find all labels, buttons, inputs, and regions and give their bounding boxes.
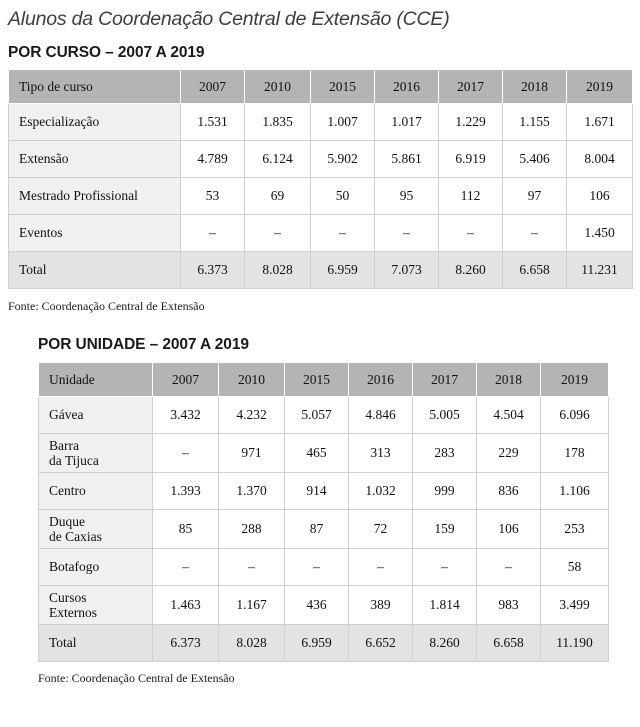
cell: 6.124 — [245, 141, 311, 178]
cell: 6.096 — [541, 397, 609, 434]
cell: 1.835 — [245, 104, 311, 141]
cell: 11.231 — [567, 252, 633, 289]
table-row-total — [9, 252, 633, 289]
cell: 6.959 — [311, 252, 375, 289]
cell: – — [181, 215, 245, 252]
cell: 95 — [375, 178, 439, 215]
row-label-line1: Barra — [49, 437, 79, 453]
column-header-2017: 2017 — [439, 70, 503, 104]
cell: 5.406 — [503, 141, 567, 178]
column-header-2015: 2015 — [311, 70, 375, 104]
cell: 283 — [413, 434, 477, 473]
cell: – — [219, 549, 285, 586]
row-label-line2: de Caxias — [49, 529, 102, 544]
table-row — [39, 586, 609, 625]
cell: 983 — [477, 586, 541, 625]
cell: – — [375, 215, 439, 252]
row-label: Botafogo — [39, 549, 153, 586]
source-note-por-unidade: Fonte: Coordenação Central de Extensão — [38, 671, 235, 685]
cell: 436 — [285, 586, 349, 625]
row-label-line2: da Tijuca — [49, 453, 99, 468]
cell: 8.028 — [219, 625, 285, 662]
row-label: Eventos — [9, 215, 181, 252]
cell: 5.902 — [311, 141, 375, 178]
cell: 1.106 — [541, 473, 609, 510]
cell: 11.190 — [541, 625, 609, 662]
cell: 1.370 — [219, 473, 285, 510]
row-label — [39, 510, 153, 549]
cell: 914 — [285, 473, 349, 510]
cell: 3.499 — [541, 586, 609, 625]
cell: 313 — [349, 434, 413, 473]
cell: 229 — [477, 434, 541, 473]
column-header-2010: 2010 — [219, 363, 285, 397]
row-label: Total — [9, 252, 181, 289]
row-label-line2: Externos — [49, 605, 97, 620]
cell: 106 — [567, 178, 633, 215]
column-header-2019: 2019 — [567, 70, 633, 104]
cell: 1.007 — [311, 104, 375, 141]
cell: 8.004 — [567, 141, 633, 178]
cell: 1.463 — [153, 586, 219, 625]
cell: 6.652 — [349, 625, 413, 662]
table-row — [9, 104, 633, 141]
column-header-2016: 2016 — [375, 70, 439, 104]
cell: 53 — [181, 178, 245, 215]
cell: 69 — [245, 178, 311, 215]
column-header-2007: 2007 — [181, 70, 245, 104]
cell: 72 — [349, 510, 413, 549]
cell: – — [153, 549, 219, 586]
cell: 5.057 — [285, 397, 349, 434]
column-header-2017: 2017 — [413, 363, 477, 397]
table-row — [39, 434, 609, 473]
table-row — [9, 215, 633, 252]
cell: – — [439, 215, 503, 252]
cell: 6.373 — [181, 252, 245, 289]
source-note-por-curso: Fonte: Coordenação Central de Extensão — [8, 299, 205, 313]
row-label: Gávea — [39, 397, 153, 434]
cell: 178 — [541, 434, 609, 473]
cell: 97 — [503, 178, 567, 215]
cell: 6.959 — [285, 625, 349, 662]
cell: 7.073 — [375, 252, 439, 289]
cell: 465 — [285, 434, 349, 473]
cell: 4.789 — [181, 141, 245, 178]
cell: 5.861 — [375, 141, 439, 178]
cell: 999 — [413, 473, 477, 510]
table-row — [39, 549, 609, 586]
cell: 1.017 — [375, 104, 439, 141]
cell: – — [245, 215, 311, 252]
row-label: Especialização — [9, 104, 181, 141]
row-label — [39, 586, 153, 625]
table-header-row — [9, 70, 633, 104]
row-label-line1: Duque — [49, 513, 85, 529]
column-header-unidade: Unidade — [39, 363, 153, 397]
cell: 1.671 — [567, 104, 633, 141]
column-header-2018: 2018 — [477, 363, 541, 397]
row-label: Mestrado Profissional — [9, 178, 181, 215]
table-header-row — [39, 363, 609, 397]
cell: – — [477, 549, 541, 586]
table-row-total — [39, 625, 609, 662]
cell: 1.032 — [349, 473, 413, 510]
column-header-2007: 2007 — [153, 363, 219, 397]
section-title-por-unidade: POR UNIDADE – 2007 A 2019 — [38, 336, 249, 353]
table-row — [9, 178, 633, 215]
table-header — [9, 70, 633, 104]
cell: – — [503, 215, 567, 252]
cell: – — [285, 549, 349, 586]
cell: 8.028 — [245, 252, 311, 289]
column-header-2015: 2015 — [285, 363, 349, 397]
cell: 1.531 — [181, 104, 245, 141]
cell: 5.005 — [413, 397, 477, 434]
cell: 4.504 — [477, 397, 541, 434]
cell: 971 — [219, 434, 285, 473]
cell: 6.919 — [439, 141, 503, 178]
cell: 836 — [477, 473, 541, 510]
row-label: Extensão — [9, 141, 181, 178]
table-por-unidade — [38, 362, 609, 662]
row-label: Centro — [39, 473, 153, 510]
cell: 1.393 — [153, 473, 219, 510]
column-header-2018: 2018 — [503, 70, 567, 104]
cell: – — [413, 549, 477, 586]
cell: 58 — [541, 549, 609, 586]
row-label-line1: Cursos — [49, 589, 87, 605]
cell: 112 — [439, 178, 503, 215]
cell: 253 — [541, 510, 609, 549]
cell: 3.432 — [153, 397, 219, 434]
cell: 8.260 — [439, 252, 503, 289]
cell: 1.155 — [503, 104, 567, 141]
cell: 6.373 — [153, 625, 219, 662]
cell: 87 — [285, 510, 349, 549]
cell: 1.450 — [567, 215, 633, 252]
column-header-tipo-de-curso: Tipo de curso — [9, 70, 181, 104]
cell: 50 — [311, 178, 375, 215]
table-por-curso — [8, 69, 633, 289]
cell: 1.229 — [439, 104, 503, 141]
cell: 85 — [153, 510, 219, 549]
cell: – — [349, 549, 413, 586]
table-row — [39, 510, 609, 549]
cell: 6.658 — [477, 625, 541, 662]
cell: 6.658 — [503, 252, 567, 289]
row-label — [39, 434, 153, 473]
page-title: Alunos da Coordenação Central de Extensão (CCE) — [8, 8, 450, 30]
cell: 1.814 — [413, 586, 477, 625]
cell: 4.846 — [349, 397, 413, 434]
section-title-por-curso: POR CURSO – 2007 A 2019 — [8, 44, 205, 61]
spacer — [0, 314, 640, 336]
table-row — [9, 141, 633, 178]
column-header-2016: 2016 — [349, 363, 413, 397]
cell: 1.167 — [219, 586, 285, 625]
cell: 4.232 — [219, 397, 285, 434]
cell: 106 — [477, 510, 541, 549]
row-label: Total — [39, 625, 153, 662]
cell: 159 — [413, 510, 477, 549]
column-header-2010: 2010 — [245, 70, 311, 104]
table-row — [39, 473, 609, 510]
cell: 8.260 — [413, 625, 477, 662]
table-row — [39, 397, 609, 434]
column-header-2019: 2019 — [541, 363, 609, 397]
cell: – — [153, 434, 219, 473]
cell: – — [311, 215, 375, 252]
cell: 288 — [219, 510, 285, 549]
table-header — [39, 363, 609, 397]
cell: 389 — [349, 586, 413, 625]
